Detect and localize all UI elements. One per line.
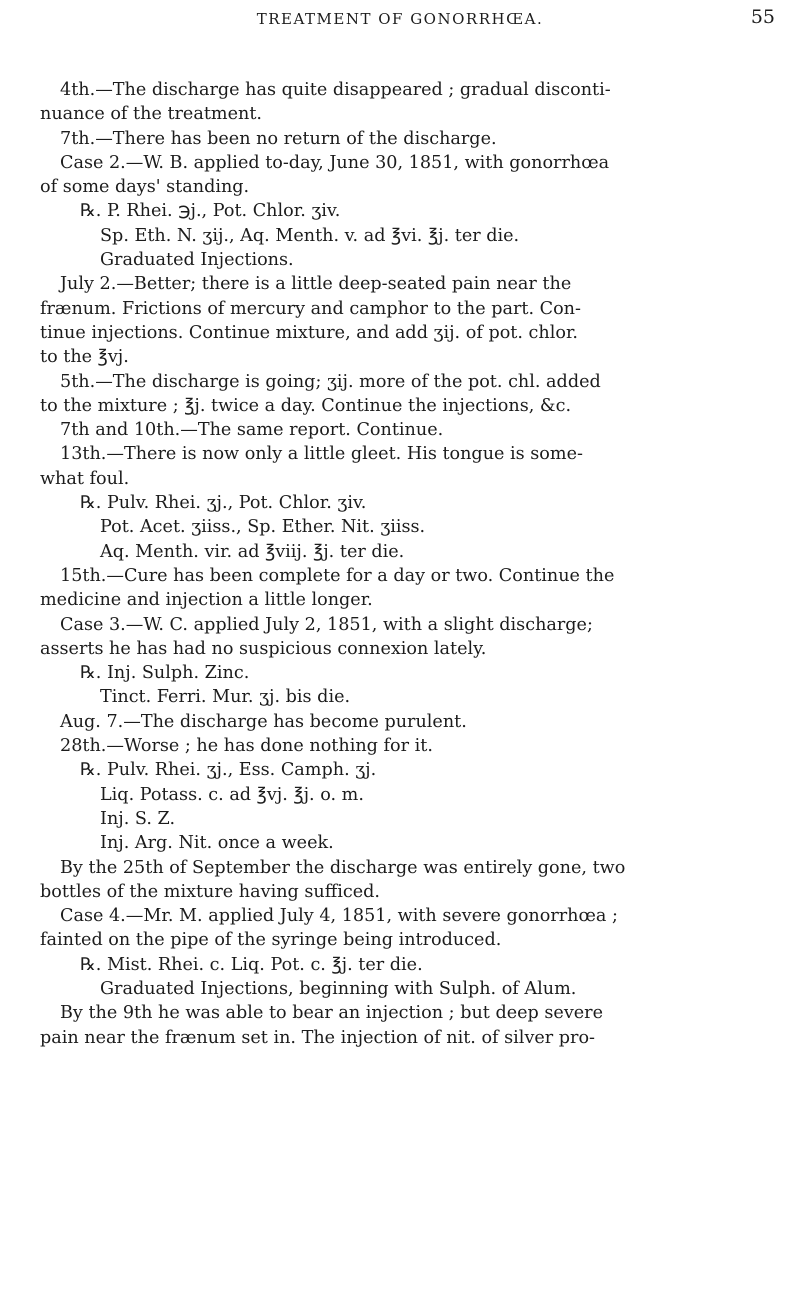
text-line: Pot. Acet. ʒiiss., Sp. Ether. Nit. ʒiiss. bbox=[100, 517, 426, 538]
text-line: asserts he has had no suspicious connexion lately. bbox=[40, 638, 487, 659]
text-line: Inj. S. Z. bbox=[100, 808, 176, 829]
text-line: Aug. 7.—The discharge has become purulent. bbox=[60, 711, 467, 732]
text-line: fainted on the pipe of the syringe being introduced. bbox=[40, 930, 502, 951]
text-line: 28th.—Worse ; he has done nothing for it. bbox=[60, 736, 433, 757]
text-line: ℞. Pulv. Rhei. ʒj., Ess. Camph. ʒj. bbox=[80, 760, 377, 781]
text-line: By the 25th of September the discharge was entirely gone, two bbox=[60, 857, 626, 878]
text-line: Tinct. Ferri. Mur. ʒj. bis die. bbox=[100, 687, 351, 708]
text-line: frænum. Frictions of mercury and camphor to the part. Con- bbox=[40, 298, 581, 319]
text-line: Graduated Injections, beginning with Sulph. of Alum. bbox=[100, 978, 577, 999]
text-line: 4th.—The discharge has quite disappeared ; gradual disconti- bbox=[60, 80, 611, 100]
page-number: 55 bbox=[750, 6, 775, 28]
text-line: Case 3.—W. C. applied July 2, 1851, with a slight discharge; bbox=[60, 614, 593, 635]
body-text bbox=[40, 78, 780, 1050]
page-header bbox=[0, 6, 800, 36]
text-line: Case 2.—W. B. applied to-day, June 30, 1851, with gonorrhœa bbox=[60, 152, 610, 173]
text-line: Aq. Menth. vir. ad ℥viij. ℥j. ter die. bbox=[100, 541, 405, 562]
text-line: Graduated Injections. bbox=[100, 250, 294, 271]
text-line: 5th.—The discharge is going; ʒij. more of the pot. chl. added bbox=[60, 371, 601, 392]
text-line: 7th and 10th.—The same report. Continue. bbox=[60, 420, 444, 441]
text-line: ℞. Mist. Rhei. c. Liq. Pot. c. ℥j. ter die. bbox=[80, 954, 423, 975]
text-line: to the mixture ; ℥j. twice a day. Continue the injections, &c. bbox=[40, 395, 572, 416]
text-line: Case 4.—Mr. M. applied July 4, 1851, with severe gonorrhœa ; bbox=[60, 906, 618, 927]
text-line: ℞. Pulv. Rhei. ʒj., Pot. Chlor. ʒiv. bbox=[80, 493, 367, 514]
text-line: bottles of the mixture having sufficed. bbox=[40, 881, 380, 902]
text-line: nuance of the treatment. bbox=[40, 104, 262, 125]
text-line: ℞. Inj. Sulph. Zinc. bbox=[80, 663, 250, 684]
text-line: to the ℥vj. bbox=[40, 347, 129, 368]
text-line: 13th.—There is now only a little gleet. His tongue is some- bbox=[60, 444, 583, 465]
text-line: By the 9th he was able to bear an injection ; but deep severe bbox=[60, 1003, 604, 1024]
text-line: what foul. bbox=[40, 468, 130, 489]
text-line: tinue injections. Continue mixture, and add ʒij. of pot. chlor. bbox=[40, 322, 579, 343]
text-line: ℞. P. Rhei. ℈j., Pot. Chlor. ʒiv. bbox=[80, 201, 341, 222]
text-line: Liq. Potass. c. ad ℥vj. ℥j. o. m. bbox=[100, 784, 364, 805]
text-line: July 2.—Better; there is a little deep-seated pain near the bbox=[60, 274, 572, 295]
text-line: pain near the frænum set in. The injection of nit. of silver pro- bbox=[40, 1027, 596, 1048]
text-line: medicine and injection a little longer. bbox=[40, 590, 373, 611]
text-line: Sp. Eth. N. ʒij., Aq. Menth. v. ad ℥vi. ℥j. ter die. bbox=[100, 225, 520, 246]
running-title: TREATMENT OF GONORRHŒA. bbox=[256, 10, 544, 28]
text-line: 7th.—There has been no return of the discharge. bbox=[60, 128, 497, 149]
text-line: 15th.—Cure has been complete for a day or two. Continue the bbox=[60, 565, 615, 586]
text-line: Inj. Arg. Nit. once a week. bbox=[100, 833, 334, 854]
text-line: of some days' standing. bbox=[40, 177, 250, 198]
